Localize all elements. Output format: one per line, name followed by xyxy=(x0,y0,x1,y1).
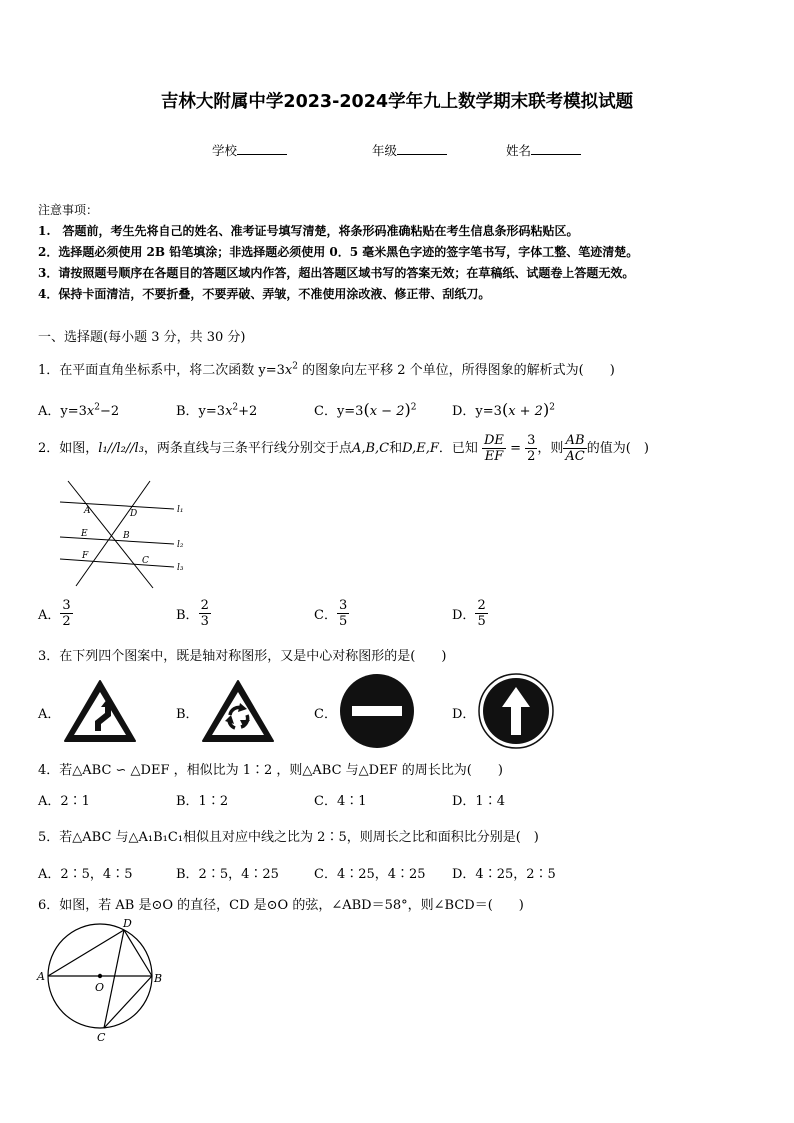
q2-stem-a: 2．如图， xyxy=(38,441,99,456)
option-label: B． xyxy=(176,608,199,623)
q1-option-b[interactable]: B．$y=3x^2+2$ xyxy=(176,402,258,419)
q2-stem-b: ，两条直线与三条平行线分别交于点 xyxy=(143,441,352,456)
label-a: A xyxy=(84,506,91,516)
notes-block xyxy=(38,200,638,305)
no-entry-bar-icon xyxy=(352,706,402,716)
q3-option-b-label: B． xyxy=(176,707,199,722)
label-b: B xyxy=(154,972,163,985)
q5-option-a[interactable]: A．2∶5，4∶5 xyxy=(38,867,133,882)
q1-stem-a: 1．在平面直角坐标系中，将二次函数 y=3 xyxy=(38,363,285,378)
school-label: 学校 xyxy=(212,143,238,158)
q2-and: 和 xyxy=(389,441,403,456)
q1-b-text: B．y=3 xyxy=(176,404,226,419)
question-3-stem: 3．在下列四个图案中，既是轴对称图形，又是中心对称图形的是( ) xyxy=(38,649,447,664)
q3-option-a-label: A． xyxy=(38,707,61,722)
option-fraction xyxy=(337,598,349,629)
question-4-stem: 4．若△ABC ∽ △DEF ，相似比为 1∶2 ，则△ABC 与△DEF 的周长比为( ) xyxy=(38,763,503,778)
denominator: 2 xyxy=(62,614,71,629)
q1-c-inner: x − 2 xyxy=(369,404,405,419)
name-blank[interactable] xyxy=(531,142,581,155)
grade-field[interactable] xyxy=(372,141,447,159)
option-label: C． xyxy=(314,608,337,623)
grade-label: 年级 xyxy=(372,143,398,158)
q2-stem-e: 的值为( ) xyxy=(586,441,649,456)
name-label: 姓名 xyxy=(506,143,532,158)
segment-bd xyxy=(124,930,152,976)
q2-points-1: A,B,C xyxy=(351,441,390,456)
q2-option-c[interactable] xyxy=(314,598,349,629)
label-e: E xyxy=(81,529,88,539)
option-fraction xyxy=(475,598,487,629)
line-l3 xyxy=(60,559,174,567)
school-field[interactable] xyxy=(212,141,287,159)
q1-d-inner: x + 2 xyxy=(508,404,543,419)
q4-option-c[interactable]: C．4∶1 xyxy=(314,794,367,809)
q2-points-2: D,E,F xyxy=(402,441,439,456)
label-f: F xyxy=(82,551,89,561)
q6-circle-figure xyxy=(34,914,168,1046)
q2-fraction-ab-ac xyxy=(563,433,586,464)
q2-fraction-de-ef xyxy=(482,433,506,464)
label-o: O xyxy=(95,981,105,994)
option-label: A． xyxy=(38,608,61,623)
q3-option-d-sign[interactable] xyxy=(478,673,554,749)
grade-blank[interactable] xyxy=(397,142,447,155)
denominator: 2 xyxy=(527,449,536,464)
q1-c-text: C．y=3 xyxy=(314,404,364,419)
numerator: AB xyxy=(563,433,586,449)
q3-option-a-sign[interactable] xyxy=(62,677,138,745)
q1-a-text: A．y=3 xyxy=(38,404,87,419)
center-dot xyxy=(98,974,102,978)
q2-fraction-3-2 xyxy=(525,433,537,464)
denominator: 5 xyxy=(477,614,486,629)
numerator: 3 xyxy=(527,433,536,448)
numerator: 3 xyxy=(62,598,71,613)
q2-option-d[interactable] xyxy=(452,598,488,629)
denominator: 3 xyxy=(200,614,209,629)
q3-option-b-sign[interactable] xyxy=(200,677,276,745)
label-l3: l₃ xyxy=(177,563,184,573)
notes-heading: 注意事项： xyxy=(38,203,99,217)
q2-lines: l₁//l₂//l₃ xyxy=(98,441,144,456)
note-item: 3．请按照题号顺序在各题目的答题区域内作答，超出答题区域书写的答案无效；在草稿纸、试题卷上答题无效。 xyxy=(38,266,635,280)
question-1-stem: 1．在平面直角坐标系中，将二次函数 $y=3x^2$ 的图象向左平移 2 个单位，所得图象的解析式为( ) xyxy=(38,361,615,378)
q5-option-b[interactable]: B．2∶5，4∶25 xyxy=(176,867,279,882)
numerator: 3 xyxy=(338,598,348,613)
q1-option-d[interactable]: D．$y=3(x + 2)^2$ xyxy=(452,400,555,419)
q1-stem-b: 的图象向左平移 2 个单位，所得图象的解析式为( ) xyxy=(298,363,615,378)
q4-option-d[interactable]: D．1∶4 xyxy=(452,794,505,809)
label-l2: l₂ xyxy=(177,540,184,550)
label-l1: l₁ xyxy=(177,505,184,515)
numerator: 2 xyxy=(200,598,209,613)
label-d: D xyxy=(130,509,138,519)
question-6-stem: 6．如图，若 AB 是⊙O 的直径，CD 是⊙O 的弦，∠ABD＝58°，则∠BCD＝( ) xyxy=(38,898,524,913)
q1-option-a[interactable]: A．$y=3x^2-2$ xyxy=(38,402,120,419)
q1-option-c[interactable]: C．$y=3(x - 2)^2$ xyxy=(314,400,417,419)
q4-option-a[interactable]: A．2∶1 xyxy=(38,794,90,809)
question-5-stem: 5．若△ABC 与△A₁B₁C₁相似且对应中线之比为 2∶5，则周长之比和面积比分别是( ) xyxy=(38,830,539,845)
option-fraction xyxy=(60,598,72,629)
label-c: C xyxy=(97,1031,106,1044)
q2-parallel-lines-figure xyxy=(56,476,192,594)
numerator: DE xyxy=(484,433,504,448)
section-heading: 一、选择题(每小题 3 分，共 30 分) xyxy=(38,330,246,345)
line-l1 xyxy=(60,502,174,509)
chord-cd xyxy=(104,930,124,1028)
note-item: 4．保持卡面清洁，不要折叠，不要弄破、弄皱，不准使用涂改液、修正带、刮纸刀。 xyxy=(38,287,491,301)
denominator: EF xyxy=(484,449,504,464)
q5-option-d[interactable]: D．4∶25，2∶5 xyxy=(452,867,556,882)
q5-option-c[interactable]: C．4∶25，4∶25 xyxy=(314,867,426,882)
label-c: C xyxy=(142,556,149,566)
q3-option-c-sign[interactable] xyxy=(339,673,415,749)
q2-option-b[interactable] xyxy=(176,598,211,629)
q3-option-c-label: C． xyxy=(314,707,337,722)
option-label: D． xyxy=(452,608,476,623)
q2-stem-d: ，则 xyxy=(537,441,564,456)
denominator: AC xyxy=(565,449,585,464)
q2-equals: = xyxy=(510,441,521,456)
numerator: 2 xyxy=(477,598,486,613)
q2-stem-c: ．已知 xyxy=(438,441,478,456)
denominator: 5 xyxy=(338,614,348,629)
option-fraction xyxy=(199,598,211,629)
q1-a-tail: −2 xyxy=(99,404,120,419)
q1-b-tail: +2 xyxy=(238,404,258,419)
q4-option-b[interactable]: B．1∶2 xyxy=(176,794,229,809)
q2-option-a[interactable] xyxy=(38,598,73,629)
label-b: B xyxy=(123,531,130,541)
note-item: 2．选择题必须使用 2B 铅笔填涂；非选择题必须使用 0．5 毫米黑色字迹的签字笔书写，字体工整、笔迹清楚。 xyxy=(38,245,639,259)
q1-d-text: D．y=3 xyxy=(452,404,502,419)
note-item: 1. 答题前，考生先将自己的姓名、准考证号填写清楚，将条形码准确粘贴在考生信息条形码粘贴区。 xyxy=(38,224,579,238)
label-d: D xyxy=(123,917,132,930)
question-2-stem xyxy=(38,433,649,464)
label-a: A xyxy=(37,970,45,983)
q3-option-d-label: D． xyxy=(452,707,476,722)
page-title: 吉林大附属中学2023-2024学年九上数学期末联考模拟试题 xyxy=(160,92,634,112)
segment-ad xyxy=(48,930,124,976)
name-field[interactable] xyxy=(506,141,581,159)
school-blank[interactable] xyxy=(237,142,287,155)
